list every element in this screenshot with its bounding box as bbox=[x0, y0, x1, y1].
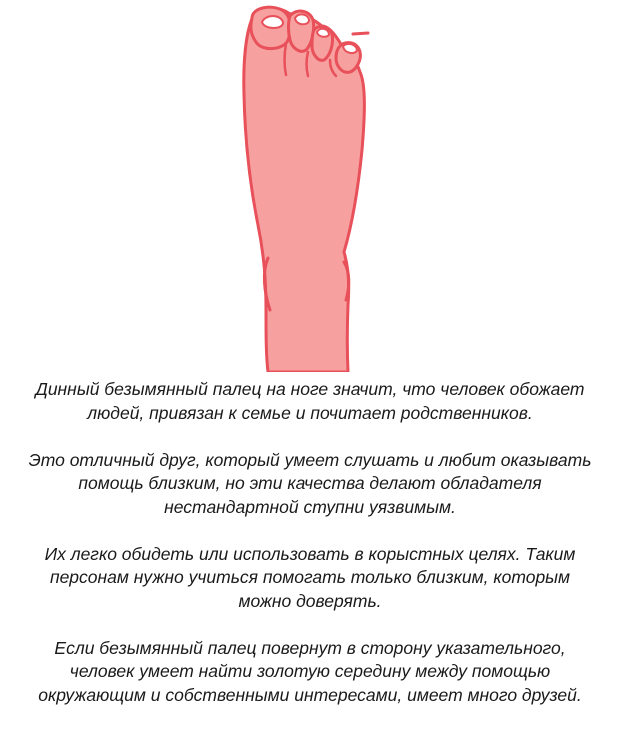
text-line: можно доверять. bbox=[238, 590, 382, 611]
big-toe-nail bbox=[262, 16, 283, 28]
text-line: окружающим и собственными интересами, имеет много друзей. bbox=[38, 684, 582, 705]
paragraph-2 bbox=[20, 449, 600, 520]
paragraph-4 bbox=[20, 637, 600, 708]
toe-line-1 bbox=[285, 44, 287, 75]
second-toe-nail bbox=[295, 14, 309, 24]
fourth-toe-nail bbox=[343, 44, 357, 53]
text-line: нестандартной ступни уязвимым. bbox=[164, 496, 456, 517]
paragraph-1 bbox=[20, 378, 600, 425]
text-line: Это отличный друг, который умеет слушать и любит оказывать bbox=[28, 449, 592, 470]
text-line: Их легко обидеть или использовать в корыстных целях. Таким bbox=[44, 543, 576, 564]
description-text bbox=[20, 378, 600, 731]
text-line: людей, привязан к семье и почитает родственников. bbox=[87, 402, 533, 423]
text-line: Если безымянный палец повернут в сторону указательного, bbox=[54, 637, 566, 658]
third-toe-nail bbox=[317, 29, 329, 37]
text-line: Динный безымянный палец на ноге значит, что человек обожает bbox=[35, 379, 585, 399]
little-toe-mark bbox=[353, 33, 368, 34]
text-line: помощь близким, но эти качества делают обладателя bbox=[78, 473, 542, 493]
text-line: персонам нужно учиться помогать только близким, которым bbox=[49, 567, 571, 587]
paragraph-3 bbox=[20, 543, 600, 614]
text-line: человек умеет найти золотую середину между помощью bbox=[69, 661, 551, 681]
